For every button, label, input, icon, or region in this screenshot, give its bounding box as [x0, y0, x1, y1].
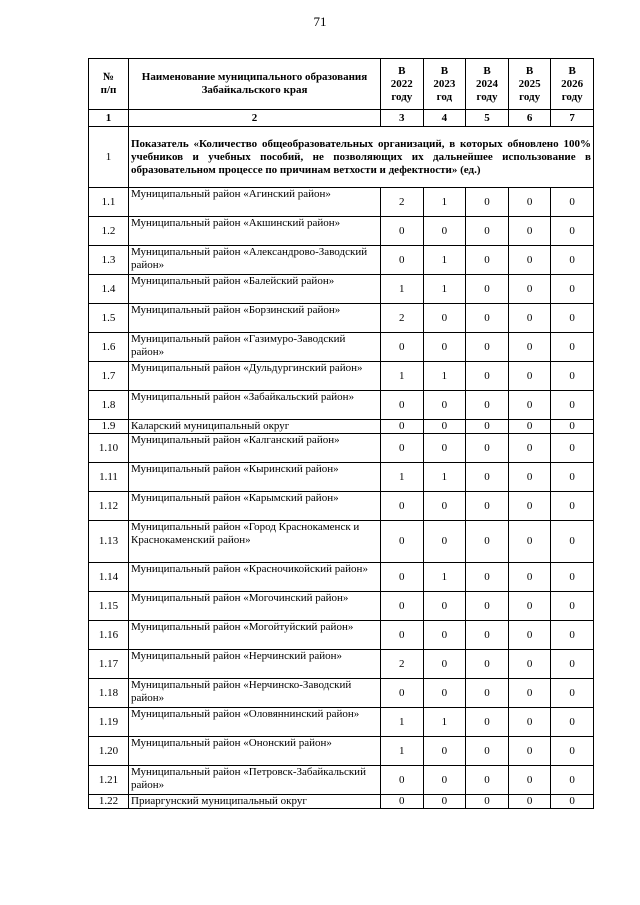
municipality-name: Муниципальный район «Газимуро-Заводский район»: [129, 333, 381, 362]
row-number: 1.2: [89, 217, 129, 246]
year-value: 1: [423, 275, 466, 304]
year-value: 0: [466, 650, 509, 679]
year-value: 0: [508, 275, 551, 304]
municipality-name: Муниципальный район «Красночикойский район»: [129, 563, 381, 592]
municipality-name: Муниципальный район «Могочинский район»: [129, 592, 381, 621]
header-num: № п/п: [89, 59, 129, 110]
year-value: 0: [466, 492, 509, 521]
year-value: 0: [466, 679, 509, 708]
year-value: 0: [423, 737, 466, 766]
year-value: 0: [381, 333, 424, 362]
table-row: [89, 246, 594, 275]
year-value: 0: [551, 463, 594, 492]
year-value: 0: [466, 766, 509, 795]
municipality-name: Муниципальный район «Нерчинский район»: [129, 650, 381, 679]
year-value: 1: [381, 275, 424, 304]
table-row: [89, 563, 594, 592]
year-value: 0: [551, 795, 594, 809]
header-year-2025: В 2025 году: [508, 59, 551, 110]
table-row: [89, 333, 594, 362]
year-value: 0: [508, 766, 551, 795]
row-number: 1.4: [89, 275, 129, 304]
year-value: 0: [423, 521, 466, 563]
year-value: 0: [551, 420, 594, 434]
year-value: 0: [508, 304, 551, 333]
table-row: [89, 434, 594, 463]
year-value: 1: [381, 362, 424, 391]
year-value: 0: [508, 795, 551, 809]
table-row: [89, 188, 594, 217]
year-value: 0: [551, 592, 594, 621]
year-value: 0: [508, 463, 551, 492]
year-value: 0: [508, 434, 551, 463]
row-number: 1.11: [89, 463, 129, 492]
column-index: 2: [129, 110, 381, 127]
column-index: 5: [466, 110, 509, 127]
row-number: 1.14: [89, 563, 129, 592]
municipality-name: Муниципальный район «Могойтуйский район»: [129, 621, 381, 650]
year-value: 0: [508, 650, 551, 679]
year-value: 0: [551, 492, 594, 521]
row-number: 1.7: [89, 362, 129, 391]
year-value: 0: [508, 521, 551, 563]
table-row: [89, 650, 594, 679]
year-value: 0: [508, 592, 551, 621]
year-value: 0: [551, 434, 594, 463]
year-value: 0: [551, 304, 594, 333]
year-value: 0: [466, 434, 509, 463]
year-value: 0: [551, 679, 594, 708]
year-value: 0: [508, 492, 551, 521]
year-value: 0: [466, 217, 509, 246]
year-value: 0: [551, 246, 594, 275]
year-value: 0: [551, 362, 594, 391]
indicator-table: [88, 58, 594, 809]
municipality-name: Муниципальный район «Александрово-Заводский район»: [129, 246, 381, 275]
table-row: [89, 217, 594, 246]
row-number: 1.9: [89, 420, 129, 434]
year-value: 1: [423, 188, 466, 217]
year-value: 0: [423, 304, 466, 333]
year-value: 1: [423, 246, 466, 275]
year-value: 0: [466, 795, 509, 809]
row-number: 1.16: [89, 621, 129, 650]
column-index: 6: [508, 110, 551, 127]
column-index: 3: [381, 110, 424, 127]
year-value: 0: [466, 188, 509, 217]
year-value: 0: [423, 679, 466, 708]
year-value: 0: [508, 679, 551, 708]
year-value: 0: [423, 434, 466, 463]
year-value: 0: [466, 463, 509, 492]
column-index: 7: [551, 110, 594, 127]
year-value: 0: [381, 420, 424, 434]
municipality-name: Муниципальный район «Акшинский район»: [129, 217, 381, 246]
indicator-row: [89, 127, 594, 188]
year-value: 0: [466, 737, 509, 766]
year-value: 0: [381, 246, 424, 275]
municipality-name: Муниципальный район «Забайкальский район»: [129, 391, 381, 420]
municipality-name: Муниципальный район «Дульдургинский район»: [129, 362, 381, 391]
year-value: 0: [466, 708, 509, 737]
table-row: [89, 766, 594, 795]
year-value: 0: [508, 362, 551, 391]
header-year-2024: В 2024 году: [466, 59, 509, 110]
table-row: [89, 391, 594, 420]
year-value: 0: [381, 391, 424, 420]
year-value: 0: [551, 275, 594, 304]
year-value: 0: [551, 521, 594, 563]
year-value: 0: [381, 434, 424, 463]
year-value: 0: [466, 246, 509, 275]
municipality-name: Муниципальный район «Нерчинско-Заводский район»: [129, 679, 381, 708]
row-number: 1.13: [89, 521, 129, 563]
table-row: [89, 521, 594, 563]
year-value: 0: [508, 217, 551, 246]
row-number: 1.15: [89, 592, 129, 621]
municipality-name: Муниципальный район «Петровск-Забайкальский район»: [129, 766, 381, 795]
row-number: 1.17: [89, 650, 129, 679]
year-value: 0: [381, 521, 424, 563]
year-value: 2: [381, 650, 424, 679]
header-year-2026: В 2026 году: [551, 59, 594, 110]
row-number: 1.8: [89, 391, 129, 420]
year-value: 0: [423, 795, 466, 809]
year-value: 0: [466, 275, 509, 304]
year-value: 0: [423, 650, 466, 679]
year-value: 0: [423, 621, 466, 650]
column-index: 1: [89, 110, 129, 127]
year-value: 0: [551, 766, 594, 795]
row-number: 1.5: [89, 304, 129, 333]
year-value: 2: [381, 188, 424, 217]
municipality-name: Муниципальный район «Ононский район»: [129, 737, 381, 766]
table-row: [89, 795, 594, 809]
municipality-name: Муниципальный район «Кыринский район»: [129, 463, 381, 492]
year-value: 0: [423, 217, 466, 246]
year-value: 0: [466, 304, 509, 333]
municipality-name: Муниципальный район «Город Краснокаменск и Краснокаменский район»: [129, 521, 381, 563]
year-value: 0: [466, 420, 509, 434]
year-value: 0: [466, 563, 509, 592]
table-row: [89, 420, 594, 434]
municipality-name: Муниципальный район «Агинский район»: [129, 188, 381, 217]
row-number: 1.1: [89, 188, 129, 217]
year-value: 0: [508, 737, 551, 766]
year-value: 0: [381, 679, 424, 708]
table-row: [89, 737, 594, 766]
municipality-name: Муниципальный район «Балейский район»: [129, 275, 381, 304]
year-value: 0: [423, 492, 466, 521]
year-value: 0: [423, 766, 466, 795]
year-value: 0: [551, 737, 594, 766]
year-value: 1: [381, 708, 424, 737]
table-row: [89, 679, 594, 708]
year-value: 0: [508, 188, 551, 217]
header-year-2022: В 2022 году: [381, 59, 424, 110]
year-value: 0: [551, 391, 594, 420]
municipality-name: Приаргунский муниципальный округ: [129, 795, 381, 809]
row-number: 1.10: [89, 434, 129, 463]
year-value: 1: [381, 463, 424, 492]
municipality-name: Муниципальный район «Борзинский район»: [129, 304, 381, 333]
row-number: 1.18: [89, 679, 129, 708]
year-value: 0: [551, 621, 594, 650]
year-value: 0: [381, 563, 424, 592]
year-value: 0: [508, 420, 551, 434]
year-value: 0: [381, 795, 424, 809]
page-number: 71: [313, 14, 327, 29]
year-value: 2: [381, 304, 424, 333]
row-number: 1.21: [89, 766, 129, 795]
indicator-num: 1: [89, 127, 129, 188]
table-row: [89, 621, 594, 650]
year-value: 0: [466, 621, 509, 650]
year-value: 0: [423, 391, 466, 420]
year-value: 0: [551, 333, 594, 362]
year-value: 0: [381, 592, 424, 621]
year-value: 0: [381, 766, 424, 795]
header-name: Наименование муниципального образования Забайкальского края: [129, 59, 381, 110]
year-value: 0: [423, 420, 466, 434]
year-value: 0: [466, 362, 509, 391]
year-value: 0: [551, 708, 594, 737]
year-value: 0: [466, 391, 509, 420]
row-number: 1.3: [89, 246, 129, 275]
year-value: 0: [508, 246, 551, 275]
year-value: 0: [423, 592, 466, 621]
year-value: 0: [508, 708, 551, 737]
table-row: [89, 463, 594, 492]
year-value: 0: [423, 333, 466, 362]
year-value: 0: [508, 391, 551, 420]
table-row: [89, 275, 594, 304]
municipality-name: Каларский муниципальный округ: [129, 420, 381, 434]
year-value: 0: [466, 333, 509, 362]
municipality-name: Муниципальный район «Калганский район»: [129, 434, 381, 463]
table-row: [89, 492, 594, 521]
year-value: 1: [423, 563, 466, 592]
year-value: 1: [423, 463, 466, 492]
year-value: 0: [381, 217, 424, 246]
year-value: 0: [508, 333, 551, 362]
year-value: 1: [381, 737, 424, 766]
table-row: [89, 708, 594, 737]
year-value: 1: [423, 362, 466, 391]
column-index: 4: [423, 110, 466, 127]
row-number: 1.12: [89, 492, 129, 521]
year-value: 0: [508, 563, 551, 592]
year-value: 0: [466, 521, 509, 563]
table-row: [89, 304, 594, 333]
year-value: 0: [466, 592, 509, 621]
row-number: 1.6: [89, 333, 129, 362]
year-value: 0: [381, 492, 424, 521]
table-row: [89, 592, 594, 621]
municipality-name: Муниципальный район «Оловяннинский район»: [129, 708, 381, 737]
year-value: 0: [551, 650, 594, 679]
indicator-text: Показатель «Количество общеобразовательных организаций, в которых обновлено 100% учебников и учебных пособий, не позволяющих их дальнейшее использование в образовательном процессе по причинам ветхости и дефектности» (ед.): [129, 127, 594, 188]
year-value: 0: [551, 188, 594, 217]
table-row: [89, 362, 594, 391]
row-number: 1.20: [89, 737, 129, 766]
header-row: [89, 59, 594, 110]
year-value: 0: [508, 621, 551, 650]
year-value: 0: [551, 217, 594, 246]
row-number: 1.22: [89, 795, 129, 809]
year-value: 0: [381, 621, 424, 650]
header-year-2023: В 2023 год: [423, 59, 466, 110]
municipality-name: Муниципальный район «Карымский район»: [129, 492, 381, 521]
column-index-row: [89, 110, 594, 127]
year-value: 0: [551, 563, 594, 592]
row-number: 1.19: [89, 708, 129, 737]
year-value: 1: [423, 708, 466, 737]
